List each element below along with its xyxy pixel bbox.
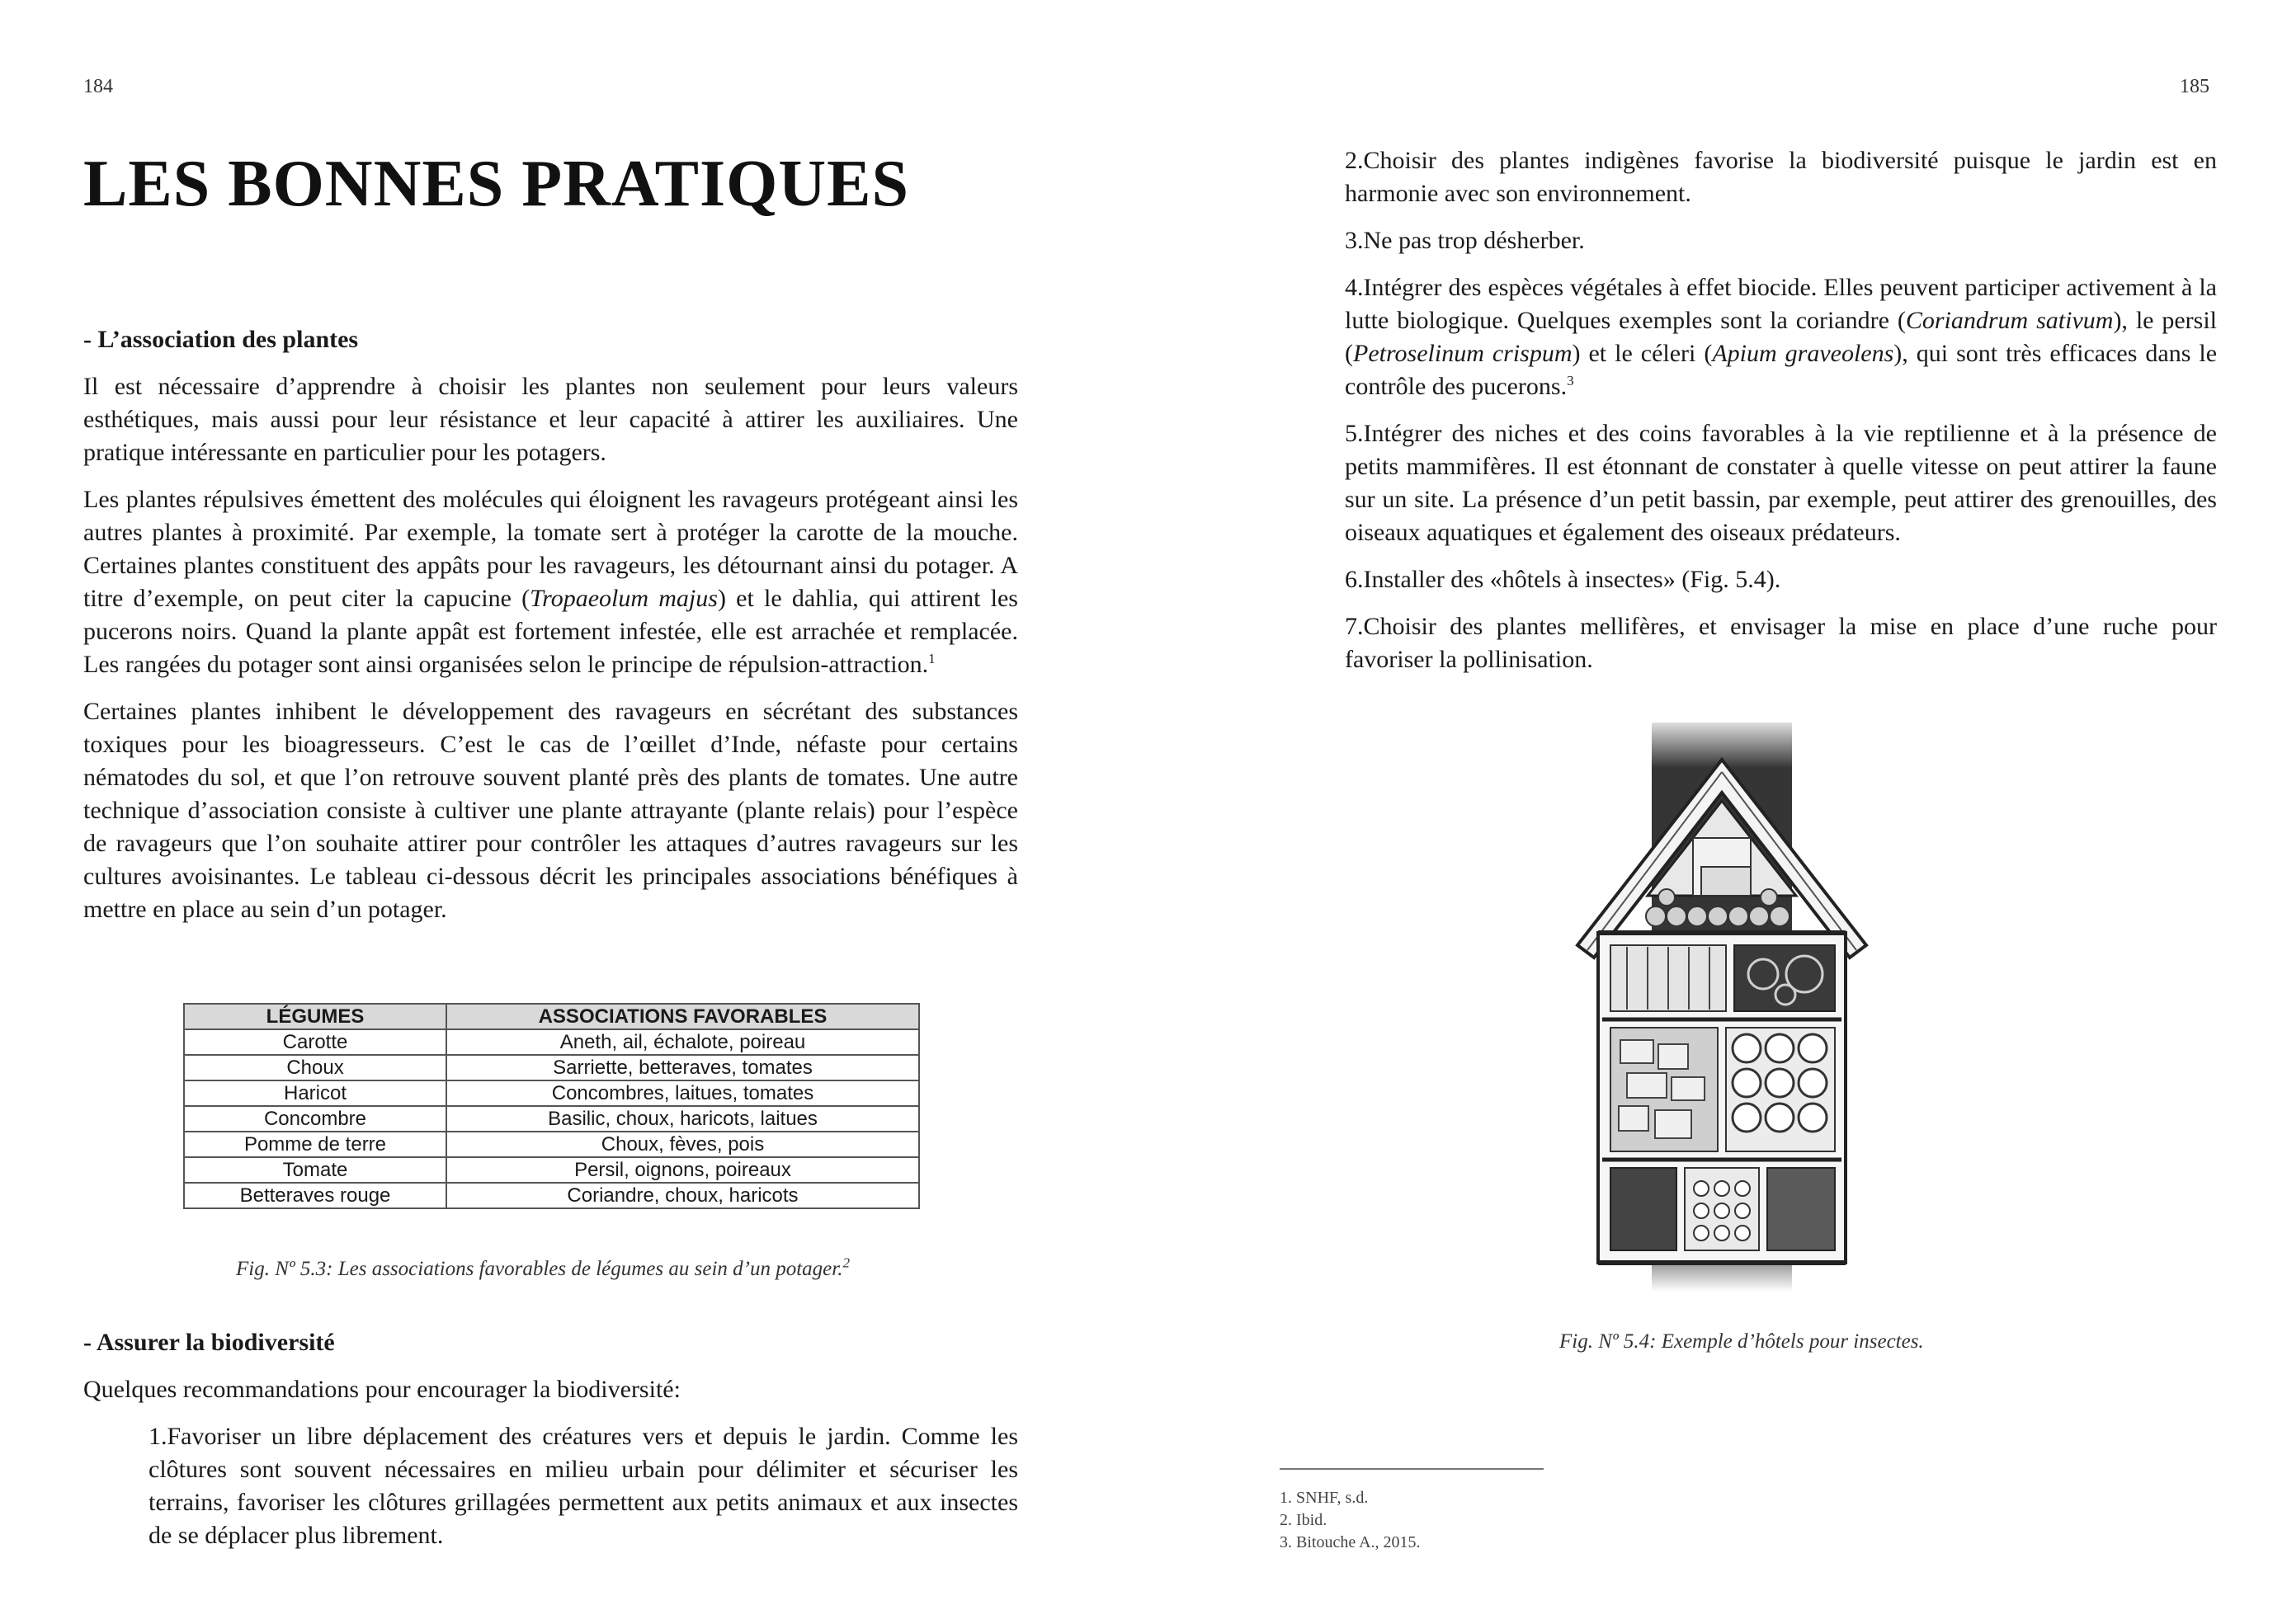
section-plant-association — [83, 323, 1018, 940]
table-caption: Fig. Nº 5.3: Les associations favorables de légumes au sein d’un potager.$^2$ — [236, 1254, 850, 1280]
table-cell: Betteraves rouge — [184, 1183, 446, 1208]
insect-hotel-illustration — [1569, 723, 1874, 1292]
table-cell: Choux — [184, 1055, 446, 1080]
list-item: 3.Ne pas trop désherber. — [1345, 227, 1585, 254]
paragraph-association-2: Les plantes répulsives émettent des molécules qui éloignent les ravageurs protégeant ainsi les autres plantes à proximité. Par exemple, la tomate sert à protéger la carotte de la mouche. Certaines plantes constituent des appâts pour les ravageurs, les détournant ainsi du potager. A titre d’exemple, on peut citer la capucine (Tropaeolum majus) et le dahlia, qui attirent les pucerons noirs. Quand la plante appât est fortement infestée, elle est arrachée et remplacée. Les rangées du potager sont ainsi organisées selon le principe de répulsion-attraction.$^1$ — [83, 486, 1018, 678]
table-cell: Basilic, choux, haricots, laitues — [446, 1106, 919, 1132]
section-heading-biodiversity: - Assurer la biodiversité — [83, 1329, 335, 1356]
table-header-row — [184, 1004, 919, 1029]
list-item: 7.Choisir des plantes mellifères, et envisager la mise en place d’une ruche pour favoriser la pollinisation. — [1345, 613, 2217, 673]
footnote: 2. Ibid. — [1280, 1511, 1327, 1529]
list-item: 1.Favoriser un libre déplacement des créatures vers et depuis le jardin. Comme les clôtures sont souvent nécessaires en milieu urbain pour délimiter et sécuriser les terrains, favoriser les clôtures grillagées permettent aux petits animaux et aux insectes de se déplacer plus librement. — [149, 1423, 1018, 1549]
page-number-right: 185 — [2180, 76, 2209, 97]
table-cell: Haricot — [184, 1080, 446, 1106]
column-header: LÉGUMES — [184, 1004, 446, 1029]
biodiversity-list-continued — [1345, 144, 2217, 690]
footnote: 1. SNHF, s.d. — [1280, 1489, 1369, 1507]
table-cell: Aneth, ail, échalote, poireau — [446, 1029, 919, 1055]
paragraph-association-3: Certaines plantes inhibent le développement des ravageurs en sécrétant des substances toxiques pour les bioagresseurs. C’est le cas de l’œillet d’Inde, néfaste pour certains nématodes du sol, et que l’on retrouve souvent planté près des plants de tomates. Une autre technique d’association consiste à cultiver une plante attrayante (plante relais) pour l’espèce de ravageurs que l’on souhaite attirer pour contrôler les attaques d’autres ravageurs sur les cultures avoisinantes. Le tableau ci-dessous décrit les principales associations bénéfiques à mettre en place au sein d’un potager. — [83, 698, 1018, 923]
footnote-ref: 3 — [1567, 373, 1574, 388]
table-cell: Concombre — [184, 1106, 446, 1132]
table-cell: Choux, fèves, pois — [446, 1132, 919, 1157]
footnote-ref: 2 — [842, 1254, 850, 1271]
section-biodiversity — [83, 1326, 1018, 1566]
table-row — [184, 1132, 919, 1157]
list-item: 6.Installer des «hôtels à insectes» (Fig. 5.4). — [1345, 566, 1781, 593]
list-item: 2.Choisir des plantes indigènes favorise la biodiversité puisque le jardin est en harmonie avec son environnement. — [1345, 147, 2217, 207]
table-cell: Concombres, laitues, tomates — [446, 1080, 919, 1106]
table-row — [184, 1157, 919, 1183]
table-cell: Coriandre, choux, haricots — [446, 1183, 919, 1208]
table-row — [184, 1183, 919, 1208]
page-number-left: 184 — [83, 76, 113, 97]
footnote-ref: 1 — [928, 651, 936, 666]
table-cell: Sarriette, betteraves, tomates — [446, 1055, 919, 1080]
figure-caption-insect-hotel: Fig. Nº 5.4: Exemple d’hôtels pour insectes. — [1559, 1330, 1924, 1353]
section-heading-association: - L’association des plantes — [83, 326, 359, 353]
footnote-divider — [1280, 1468, 1544, 1470]
table-cell: Pomme de terre — [184, 1132, 446, 1157]
table-cell: Persil, oignons, poireaux — [446, 1157, 919, 1183]
table-row — [184, 1080, 919, 1106]
footnote: 3. Bitouche A., 2015. — [1280, 1533, 1421, 1551]
associations-table — [183, 1003, 920, 1209]
list-item: 5.Intégrer des niches et des coins favorables à la vie reptilienne et à la présence de petits mammifères. Il est étonnant de constater à quelle vitesse on peut attirer la faune sur un site. La présence d’un petit bassin, par exemple, peut attirer des grenouilles, des oiseaux aquatiques et également des oiseaux prédateurs. — [1345, 420, 2217, 546]
table-cell: Tomate — [184, 1157, 446, 1183]
biodiversity-intro: Quelques recommandations pour encourager la biodiversité: — [83, 1376, 681, 1403]
table-row — [184, 1055, 919, 1080]
paragraph-association-1: Il est nécessaire d’apprendre à choisir les plantes non seulement pour leurs valeurs esthétiques, mais aussi pour leur résistance et leur capacité à attirer les auxiliaires. Une pratique intéressante en particulier pour les potagers. — [83, 373, 1018, 466]
footnotes — [1280, 1487, 1421, 1554]
table-row — [184, 1029, 919, 1055]
table-row — [184, 1106, 919, 1132]
latin-name: Tropaeolum majus — [530, 585, 718, 612]
page-title: LES BONNES PRATIQUES — [83, 148, 910, 220]
table-cell: Carotte — [184, 1029, 446, 1055]
column-header: ASSOCIATIONS FAVORABLES — [446, 1004, 919, 1029]
list-item: 4.Intégrer des espèces végétales à effet biocide. Elles peuvent participer activement à la lutte biologique. Quelques exemples sont la coriandre (Coriandrum sativum), le persil (Petroselinum crispum) et le céleri (Apium graveolens), qui sont très efficaces dans le contrôle des pucerons.$^3$ — [1345, 274, 2218, 400]
